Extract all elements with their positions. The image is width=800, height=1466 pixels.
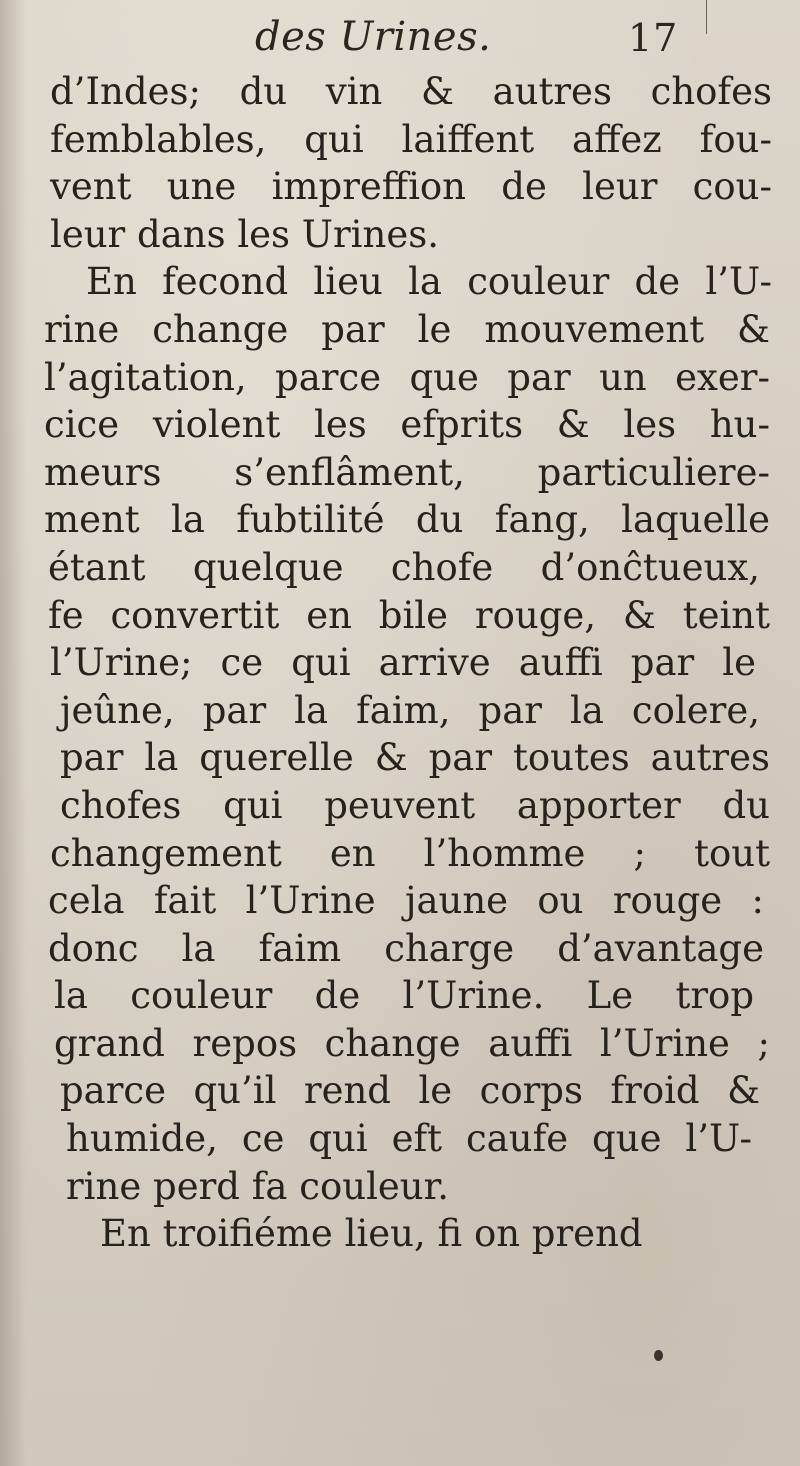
page-number: 17 [628,16,679,60]
paragraph-start-line: En troifiéme lieu, fi on prend [100,1212,643,1256]
text-line: fe convertit en bile rouge, & teint [48,593,770,637]
text-line: d’Indes; du vin & autres chofes [50,70,772,113]
text-line: l’agitation, parce que par un exer- [44,355,770,399]
running-head: des Urines. [255,14,492,60]
paragraph-start-line: En fecond lieu la couleur de l’U- [86,260,772,304]
text-line: rine perd fa couleur. [66,1164,450,1208]
page-header [0,14,800,64]
text-line: rine change par le mouvement & [44,307,770,351]
text-line: étant quelque chofe d’onĉtueux, [48,545,760,589]
text-line: femblables, qui laiffent affez fou- [50,117,772,161]
text-line: par la querelle & par toutes autres [60,736,770,780]
page-gutter-shadow [0,0,26,1466]
ink-spot [654,1350,663,1361]
text-line: leur dans les Urines. [50,212,439,256]
text-line: jeûne, par la faim, par la colere, [60,688,760,732]
text-line: cela fait l’Urine jaune ou rouge : [48,879,764,923]
body-text [36,68,776,1258]
text-line: meurs s’enflâment, particuliere- [44,450,770,494]
text-line: l’Urine; ce qui arrive auffi par le [50,641,756,685]
text-line: cice violent les efprits & les hu- [44,403,770,447]
text-line: grand repos change auffi l’Urine ; [54,1021,770,1065]
text-line: vent une impreffion de leur cou- [50,165,772,209]
text-line: donc la faim charge d’avantage [48,926,764,970]
text-line: ment la fubtilité du fang, laquelle [44,498,770,542]
text-line: la couleur de l’Urine. Le trop [54,974,754,1018]
text-line: chofes qui peuvent apporter du [60,783,770,827]
text-line: changement en l’homme ; tout [50,831,770,875]
text-line: parce qu’il rend le corps froid & [60,1069,760,1113]
text-line: humide, ce qui eft caufe que l’U- [66,1117,752,1161]
